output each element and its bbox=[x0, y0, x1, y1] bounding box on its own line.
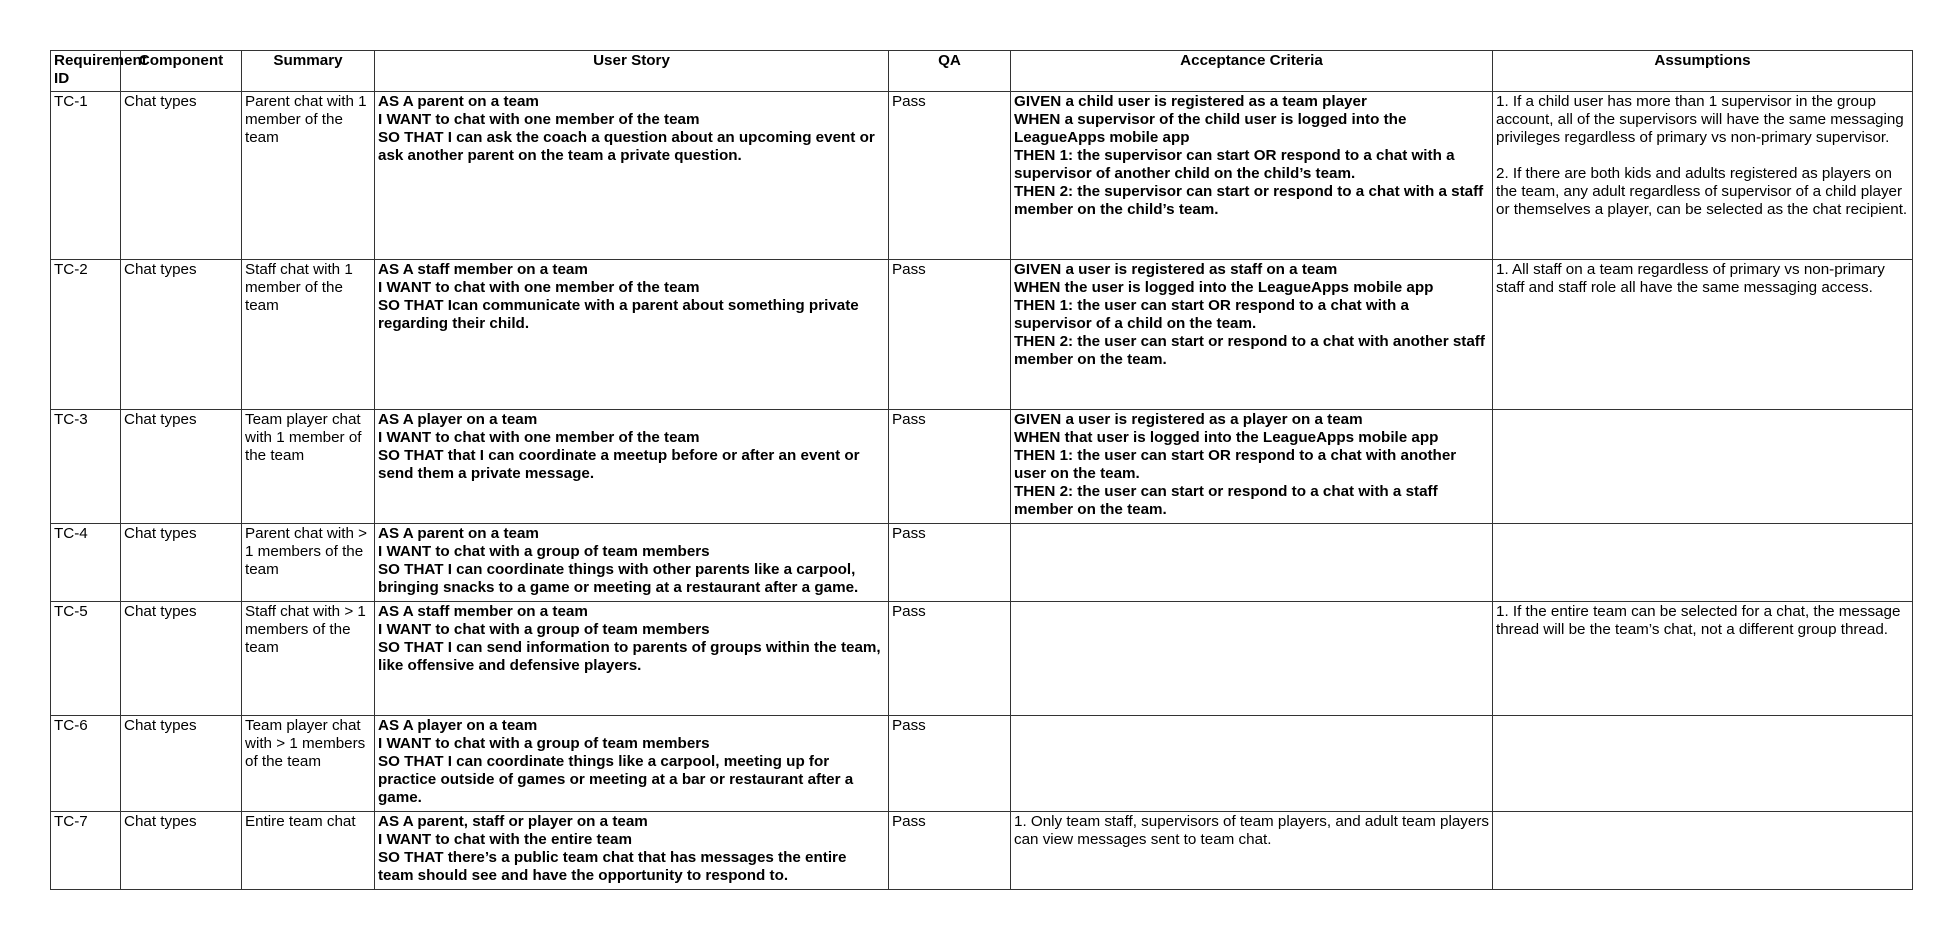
requirement-id-cell: TC-5 bbox=[51, 602, 121, 716]
requirement-id-cell: TC-7 bbox=[51, 812, 121, 890]
table-row bbox=[51, 812, 1913, 890]
requirement-id-cell: TC-3 bbox=[51, 410, 121, 524]
story-line: I WANT to chat with a group of team members bbox=[378, 543, 710, 560]
user-story-cell bbox=[375, 812, 889, 890]
acceptance-criteria-cell bbox=[1011, 92, 1493, 260]
acceptance-criteria-cell bbox=[1011, 260, 1493, 410]
qa-status-cell: Pass bbox=[889, 812, 1011, 890]
assumptions-cell bbox=[1493, 92, 1913, 260]
story-line: AS A parent, staff or player on a team bbox=[378, 813, 648, 830]
summary-cell: Staff chat with > 1 members of the team bbox=[242, 602, 375, 716]
story-line: I WANT to chat with one member of the team bbox=[378, 429, 700, 446]
story-line: I WANT to chat with a group of team members bbox=[378, 735, 710, 752]
user-story-cell bbox=[375, 602, 889, 716]
assumption-line: 1. All staff on a team regardless of primary vs non-primary staff and staff role all have the same messaging access. bbox=[1496, 261, 1885, 296]
header-qa: QA bbox=[889, 51, 1011, 92]
requirement-id-cell: TC-6 bbox=[51, 716, 121, 812]
component-cell: Chat types bbox=[121, 260, 242, 410]
component-cell: Chat types bbox=[121, 410, 242, 524]
table-row bbox=[51, 524, 1913, 602]
summary-cell: Parent chat with 1 member of the team bbox=[242, 92, 375, 260]
qa-status-cell: Pass bbox=[889, 92, 1011, 260]
acceptance-criteria-cell bbox=[1011, 602, 1493, 716]
criteria-line: 1. Only team staff, supervisors of team players, and adult team players can view messages sent to team chat. bbox=[1014, 813, 1489, 848]
assumptions-cell bbox=[1493, 602, 1913, 716]
criteria-line: THEN 2: the supervisor can start or respond to a chat with a staff member on the child’s team. bbox=[1014, 183, 1484, 218]
header-row bbox=[51, 51, 1913, 92]
criteria-line: GIVEN a user is registered as staff on a team bbox=[1014, 261, 1338, 278]
criteria-line: THEN 1: the supervisor can start OR respond to a chat with a supervisor of another child on the child’s team. bbox=[1014, 147, 1455, 182]
requirements-table bbox=[50, 50, 1913, 890]
story-line: SO THAT that I can coordinate a meetup before or after an event or send them a private message. bbox=[378, 447, 860, 482]
header-component: Component bbox=[121, 51, 242, 92]
criteria-line: THEN 2: the user can start or respond to a chat with a staff member on the team. bbox=[1014, 483, 1438, 518]
assumptions-cell bbox=[1493, 812, 1913, 890]
story-line: SO THAT I can send information to parents of groups within the team, like offensive and defensive players. bbox=[378, 639, 881, 674]
summary-cell: Team player chat with > 1 members of the team bbox=[242, 716, 375, 812]
user-story-cell bbox=[375, 524, 889, 602]
table-row bbox=[51, 260, 1913, 410]
criteria-line: THEN 1: the user can start OR respond to a chat with another user on the team. bbox=[1014, 447, 1457, 482]
table-row bbox=[51, 410, 1913, 524]
assumption-line: 1. If a child user has more than 1 supervisor in the group account, all of the supervisors will have the same messaging privileges regardless of primary vs non-primary supervisor. bbox=[1496, 93, 1904, 146]
qa-status-cell: Pass bbox=[889, 602, 1011, 716]
story-line: SO THAT I can coordinate things with other parents like a carpool, bringing snacks to a game or meeting at a restaurant after a game. bbox=[378, 561, 859, 596]
header-user-story: User Story bbox=[375, 51, 889, 92]
requirements-sheet bbox=[50, 50, 1912, 890]
acceptance-criteria-cell bbox=[1011, 716, 1493, 812]
criteria-line: GIVEN a child user is registered as a team player bbox=[1014, 93, 1367, 110]
story-line: SO THAT there’s a public team chat that has messages the entire team should see and have the opportunity to respond to. bbox=[378, 849, 847, 884]
table-row bbox=[51, 602, 1913, 716]
summary-cell: Entire team chat bbox=[242, 812, 375, 890]
requirement-id-cell: TC-2 bbox=[51, 260, 121, 410]
header-acceptance-criteria: Acceptance Criteria bbox=[1011, 51, 1493, 92]
qa-status-cell: Pass bbox=[889, 410, 1011, 524]
story-line: I WANT to chat with one member of the team bbox=[378, 279, 700, 296]
qa-status-cell: Pass bbox=[889, 260, 1011, 410]
user-story-cell bbox=[375, 716, 889, 812]
assumptions-cell bbox=[1493, 524, 1913, 602]
component-cell: Chat types bbox=[121, 716, 242, 812]
criteria-line: WHEN that user is logged into the LeagueApps mobile app bbox=[1014, 429, 1439, 446]
qa-status-cell: Pass bbox=[889, 716, 1011, 812]
header-requirement-id: Requirement ID bbox=[51, 51, 121, 92]
criteria-line: THEN 1: the user can start OR respond to a chat with a supervisor of a child on the team. bbox=[1014, 297, 1409, 332]
acceptance-criteria-cell bbox=[1011, 812, 1493, 890]
story-line: AS A player on a team bbox=[378, 411, 538, 428]
summary-cell: Parent chat with > 1 members of the team bbox=[242, 524, 375, 602]
component-cell: Chat types bbox=[121, 602, 242, 716]
summary-cell: Team player chat with 1 member of the team bbox=[242, 410, 375, 524]
story-line: SO THAT Ican communicate with a parent about something private regarding their child. bbox=[378, 297, 859, 332]
story-line: AS A player on a team bbox=[378, 717, 538, 734]
component-cell: Chat types bbox=[121, 92, 242, 260]
component-cell: Chat types bbox=[121, 812, 242, 890]
story-line: AS A staff member on a team bbox=[378, 603, 588, 620]
qa-status-cell: Pass bbox=[889, 524, 1011, 602]
criteria-line: WHEN a supervisor of the child user is logged into the LeagueApps mobile app bbox=[1014, 111, 1407, 146]
assumptions-cell bbox=[1493, 260, 1913, 410]
requirement-id-cell: TC-4 bbox=[51, 524, 121, 602]
story-line: AS A parent on a team bbox=[378, 93, 539, 110]
table-row bbox=[51, 716, 1913, 812]
story-line: SO THAT I can coordinate things like a carpool, meeting up for practice outside of games or meeting at a bar or restaurant after a game. bbox=[378, 753, 854, 806]
user-story-cell bbox=[375, 260, 889, 410]
acceptance-criteria-cell bbox=[1011, 524, 1493, 602]
story-line: AS A parent on a team bbox=[378, 525, 539, 542]
component-cell: Chat types bbox=[121, 524, 242, 602]
assumptions-cell bbox=[1493, 410, 1913, 524]
story-line: I WANT to chat with a group of team members bbox=[378, 621, 710, 638]
assumption-line: 1. If the entire team can be selected for a chat, the message thread will be the team’s chat, not a different group thread. bbox=[1496, 603, 1901, 638]
paragraph-gap bbox=[1496, 147, 1909, 165]
acceptance-criteria-cell bbox=[1011, 410, 1493, 524]
story-line: AS A staff member on a team bbox=[378, 261, 588, 278]
story-line: I WANT to chat with one member of the team bbox=[378, 111, 700, 128]
criteria-line: GIVEN a user is registered as a player on a team bbox=[1014, 411, 1363, 428]
summary-cell: Staff chat with 1 member of the team bbox=[242, 260, 375, 410]
assumption-line: 2. If there are both kids and adults registered as players on the team, any adult regardless of supervisor of a child player or themselves a player, can be selected as the chat recipient. bbox=[1496, 165, 1908, 218]
criteria-line: WHEN the user is logged into the LeagueApps mobile app bbox=[1014, 279, 1434, 296]
header-summary: Summary bbox=[242, 51, 375, 92]
user-story-cell bbox=[375, 92, 889, 260]
table-row bbox=[51, 92, 1913, 260]
requirement-id-cell: TC-1 bbox=[51, 92, 121, 260]
assumptions-cell bbox=[1493, 716, 1913, 812]
story-line: SO THAT I can ask the coach a question about an upcoming event or ask another parent on the team a private question. bbox=[378, 129, 875, 164]
header-assumptions: Assumptions bbox=[1493, 51, 1913, 92]
user-story-cell bbox=[375, 410, 889, 524]
criteria-line: THEN 2: the user can start or respond to a chat with another staff member on the team. bbox=[1014, 333, 1485, 368]
story-line: I WANT to chat with the entire team bbox=[378, 831, 632, 848]
